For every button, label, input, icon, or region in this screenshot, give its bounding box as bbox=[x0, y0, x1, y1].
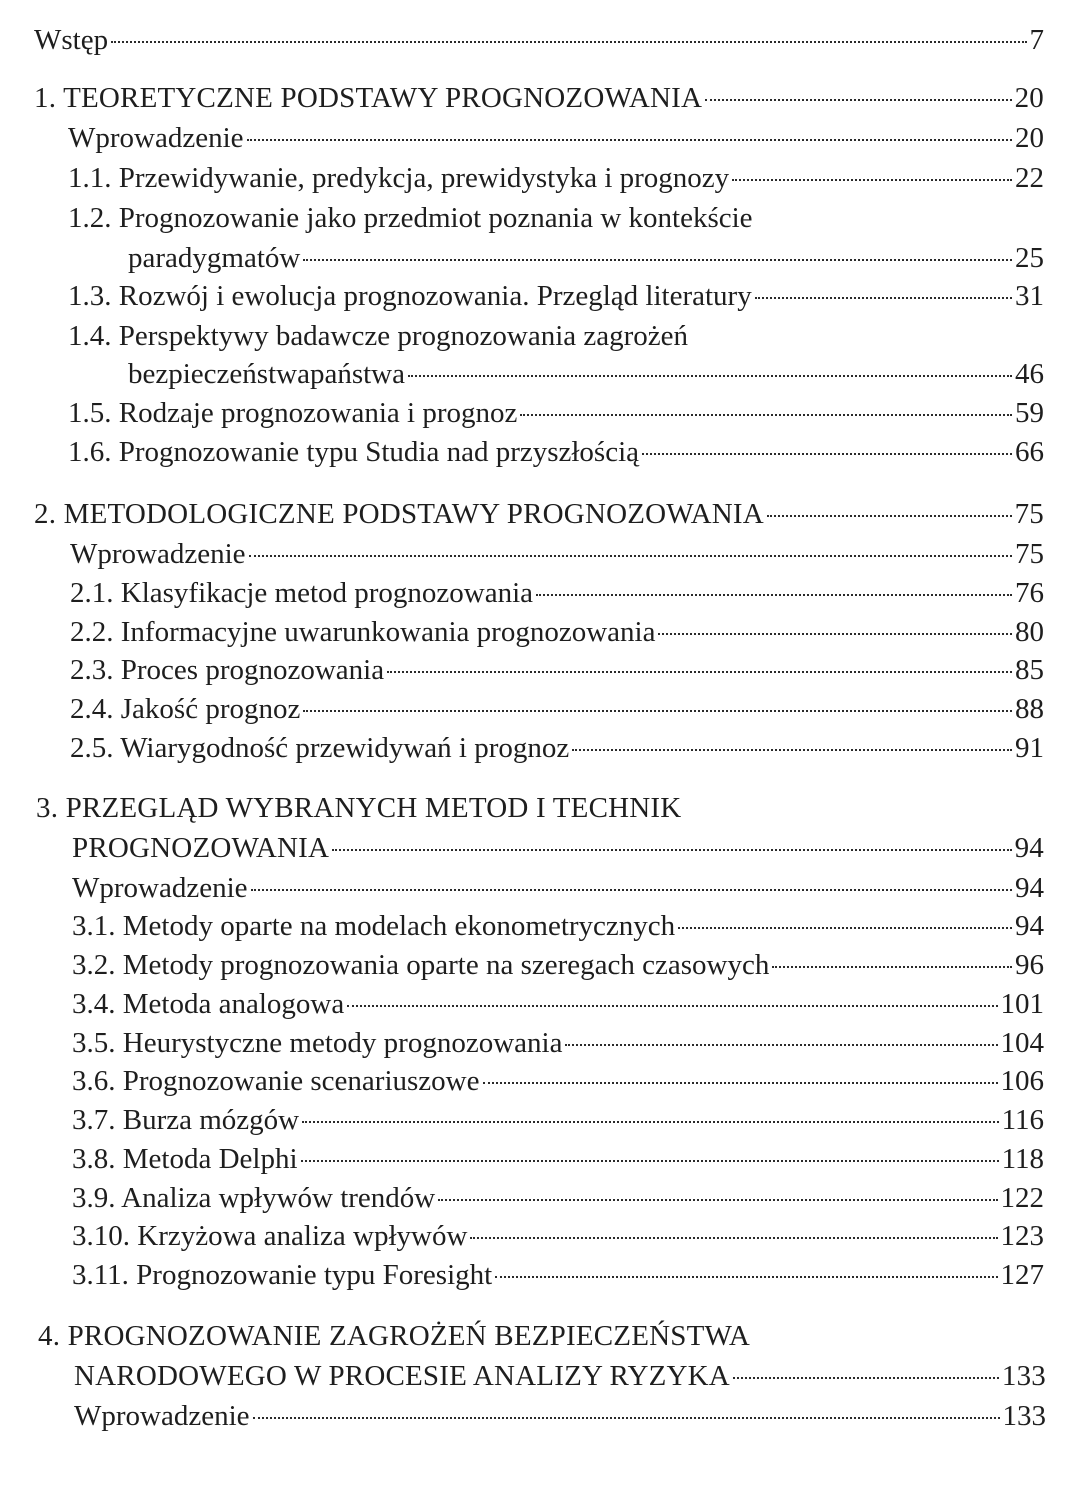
entry-label: 2.5. Wiarygodność przewidywań i prognoz bbox=[70, 732, 570, 764]
page-number: 75 bbox=[1015, 538, 1044, 570]
entry-label: 3.2. Metody prognozowania oparte na szeregach czasowych bbox=[72, 949, 770, 981]
leader-dots bbox=[249, 555, 1012, 557]
toc-entry-1-4-line1: 1.4. Perspektywy badawcze prognozowania zagrożeń bbox=[68, 320, 689, 352]
entry-label: 2.2. Informacyjne uwarunkowania prognozowania bbox=[70, 616, 656, 648]
chapter-4-heading-line1: 4. PROGNOZOWANIE ZAGROŻEŃ BEZPIECZEŃSTWA bbox=[38, 1320, 751, 1352]
toc-entry-intro bbox=[34, 22, 1044, 58]
page-number: 101 bbox=[1000, 988, 1044, 1020]
leader-dots bbox=[332, 849, 1011, 851]
toc-entry-2-3 bbox=[70, 652, 1044, 688]
entry-label: 2.4. Jakość prognoz bbox=[70, 693, 301, 725]
page-number: 118 bbox=[1001, 1143, 1044, 1175]
leader-dots bbox=[642, 453, 1012, 455]
page-number: 25 bbox=[1015, 242, 1044, 274]
entry-label: 2.1. Klasyfikacje metod prognozowania bbox=[70, 577, 534, 609]
page-number: 123 bbox=[1000, 1220, 1044, 1252]
chapter-title: 2. METODOLOGICZNE PODSTAWY PROGNOZOWANIA bbox=[34, 498, 764, 530]
page-number: 31 bbox=[1015, 280, 1044, 312]
toc-entry-1-2 bbox=[128, 240, 1044, 276]
chapter-3-heading bbox=[72, 830, 1044, 866]
leader-dots bbox=[253, 1417, 1000, 1419]
entry-label: bezpieczeństwapaństwa bbox=[128, 358, 405, 390]
leader-dots bbox=[767, 515, 1012, 517]
page-number: 127 bbox=[1000, 1259, 1044, 1291]
entry-label: paradygmatów bbox=[128, 242, 301, 274]
page-number: 94 bbox=[1014, 832, 1044, 864]
leader-dots bbox=[772, 966, 1012, 968]
leader-dots bbox=[536, 594, 1012, 596]
leader-dots bbox=[658, 633, 1012, 635]
toc-entry-ch4-intro bbox=[74, 1398, 1046, 1434]
entry-label: Wprowadzenie bbox=[68, 122, 244, 154]
page-number: 91 bbox=[1015, 732, 1044, 764]
leader-dots bbox=[565, 1044, 997, 1046]
page-number: 75 bbox=[1014, 498, 1044, 530]
leader-dots bbox=[678, 927, 1012, 929]
leader-dots bbox=[755, 297, 1012, 299]
entry-label: Wprowadzenie bbox=[70, 538, 246, 570]
page-number: 122 bbox=[1000, 1182, 1044, 1214]
page-number: 7 bbox=[1029, 24, 1044, 56]
leader-dots bbox=[303, 710, 1012, 712]
leader-dots bbox=[247, 139, 1012, 141]
page-number: 76 bbox=[1015, 577, 1044, 609]
entry-label: 3.8. Metoda Delphi bbox=[72, 1143, 298, 1175]
toc-entry-2-4 bbox=[70, 691, 1044, 727]
leader-dots bbox=[520, 414, 1012, 416]
entry-label: 1.3. Rozwój i ewolucja prognozowania. Przegląd literatury bbox=[68, 280, 752, 312]
entry-label: 3.7. Burza mózgów bbox=[72, 1104, 300, 1136]
leader-dots bbox=[495, 1276, 997, 1278]
entry-label: 2.3. Proces prognozowania bbox=[70, 654, 385, 686]
entry-label: 3.4. Metoda analogowa bbox=[72, 988, 345, 1020]
toc-entry-2-1 bbox=[70, 575, 1044, 611]
leader-dots bbox=[387, 671, 1012, 673]
toc-entry-3-10 bbox=[72, 1218, 1044, 1254]
toc-entry-3-11 bbox=[72, 1257, 1044, 1293]
chapter-4-heading bbox=[74, 1358, 1046, 1394]
page-number: 96 bbox=[1015, 949, 1044, 981]
chapter-title: NARODOWEGO W PROCESIE ANALIZY RYZYKA bbox=[74, 1360, 730, 1392]
page-number: 133 bbox=[1001, 1360, 1046, 1392]
page-number: 94 bbox=[1015, 872, 1044, 904]
page-number: 104 bbox=[1000, 1027, 1044, 1059]
toc-entry-1-4 bbox=[128, 356, 1044, 392]
page-number: 85 bbox=[1015, 654, 1044, 686]
leader-dots bbox=[303, 259, 1012, 261]
leader-dots bbox=[302, 1121, 998, 1123]
toc-entry-ch3-intro bbox=[72, 870, 1044, 906]
toc-entry-1-3 bbox=[68, 278, 1044, 314]
entry-label: 3.1. Metody oparte na modelach ekonometrycznych bbox=[72, 910, 676, 942]
page-number: 66 bbox=[1015, 436, 1044, 468]
entry-label: 1.5. Rodzaje prognozowania i prognoz bbox=[68, 397, 518, 429]
page-number: 22 bbox=[1015, 162, 1044, 194]
leader-dots bbox=[470, 1237, 997, 1239]
leader-dots bbox=[347, 1005, 997, 1007]
leader-dots bbox=[733, 1377, 999, 1379]
leader-dots bbox=[732, 179, 1012, 181]
leader-dots bbox=[408, 375, 1012, 377]
toc-entry-3-5 bbox=[72, 1025, 1044, 1061]
entry-label: 1.1. Przewidywanie, predykcja, prewidystyka i prognozy bbox=[68, 162, 730, 194]
page-number: 106 bbox=[1000, 1065, 1044, 1097]
toc-entry-3-9 bbox=[72, 1180, 1044, 1216]
toc-entry-3-1 bbox=[72, 908, 1044, 944]
chapter-title: 1. TEORETYCZNE PODSTAWY PROGNOZOWANIA bbox=[34, 82, 703, 114]
entry-label: Wprowadzenie bbox=[74, 1400, 250, 1432]
page-number: 20 bbox=[1014, 82, 1044, 114]
toc-entry-3-7 bbox=[72, 1102, 1044, 1138]
entry-label: Wstęp bbox=[34, 24, 109, 56]
page-number: 46 bbox=[1015, 358, 1044, 390]
leader-dots bbox=[301, 1160, 999, 1162]
leader-dots bbox=[111, 41, 1026, 43]
toc-entry-1-1 bbox=[68, 160, 1044, 196]
page-number: 20 bbox=[1015, 122, 1044, 154]
chapter-1-heading bbox=[34, 80, 1044, 116]
toc-entry-1-2-line1: 1.2. Prognozowanie jako przedmiot poznania w kontekście bbox=[68, 202, 753, 234]
leader-dots bbox=[251, 889, 1012, 891]
chapter-title: PROGNOZOWANIA bbox=[72, 832, 330, 864]
page-number: 88 bbox=[1015, 693, 1044, 725]
toc-entry-1-5 bbox=[68, 395, 1044, 431]
toc-entry-3-6 bbox=[72, 1063, 1044, 1099]
page-number: 116 bbox=[1001, 1104, 1044, 1136]
entry-label: 3.5. Heurystyczne metody prognozowania bbox=[72, 1027, 563, 1059]
toc-entry-2-5 bbox=[70, 730, 1044, 766]
entry-label: 3.11. Prognozowanie typu Foresight bbox=[72, 1259, 493, 1291]
toc-entry-ch2-intro bbox=[70, 536, 1044, 572]
page-number: 94 bbox=[1015, 910, 1044, 942]
leader-dots bbox=[438, 1199, 997, 1201]
entry-label: 1.6. Prognozowanie typu Studia nad przyszłością bbox=[68, 436, 640, 468]
toc-entry-2-2 bbox=[70, 614, 1044, 650]
toc-entry-3-8 bbox=[72, 1141, 1044, 1177]
leader-dots bbox=[572, 749, 1012, 751]
entry-label: 3.6. Prognozowanie scenariuszowe bbox=[72, 1065, 480, 1097]
toc-entry-1-6 bbox=[68, 434, 1044, 470]
entry-label: 3.9. Analiza wpływów trendów bbox=[72, 1182, 436, 1214]
toc-entry-3-2 bbox=[72, 947, 1044, 983]
page-number: 133 bbox=[1002, 1400, 1046, 1432]
chapter-2-heading bbox=[34, 496, 1044, 532]
toc-entry-3-4 bbox=[72, 986, 1044, 1022]
leader-dots bbox=[705, 99, 1011, 101]
toc-entry-ch1-intro bbox=[68, 120, 1044, 156]
chapter-3-heading-line1: 3. PRZEGLĄD WYBRANYCH METOD I TECHNIK bbox=[36, 792, 682, 824]
page-number: 80 bbox=[1015, 616, 1044, 648]
entry-label: Wprowadzenie bbox=[72, 872, 248, 904]
leader-dots bbox=[483, 1082, 998, 1084]
entry-label: 3.10. Krzyżowa analiza wpływów bbox=[72, 1220, 468, 1252]
page-number: 59 bbox=[1015, 397, 1044, 429]
